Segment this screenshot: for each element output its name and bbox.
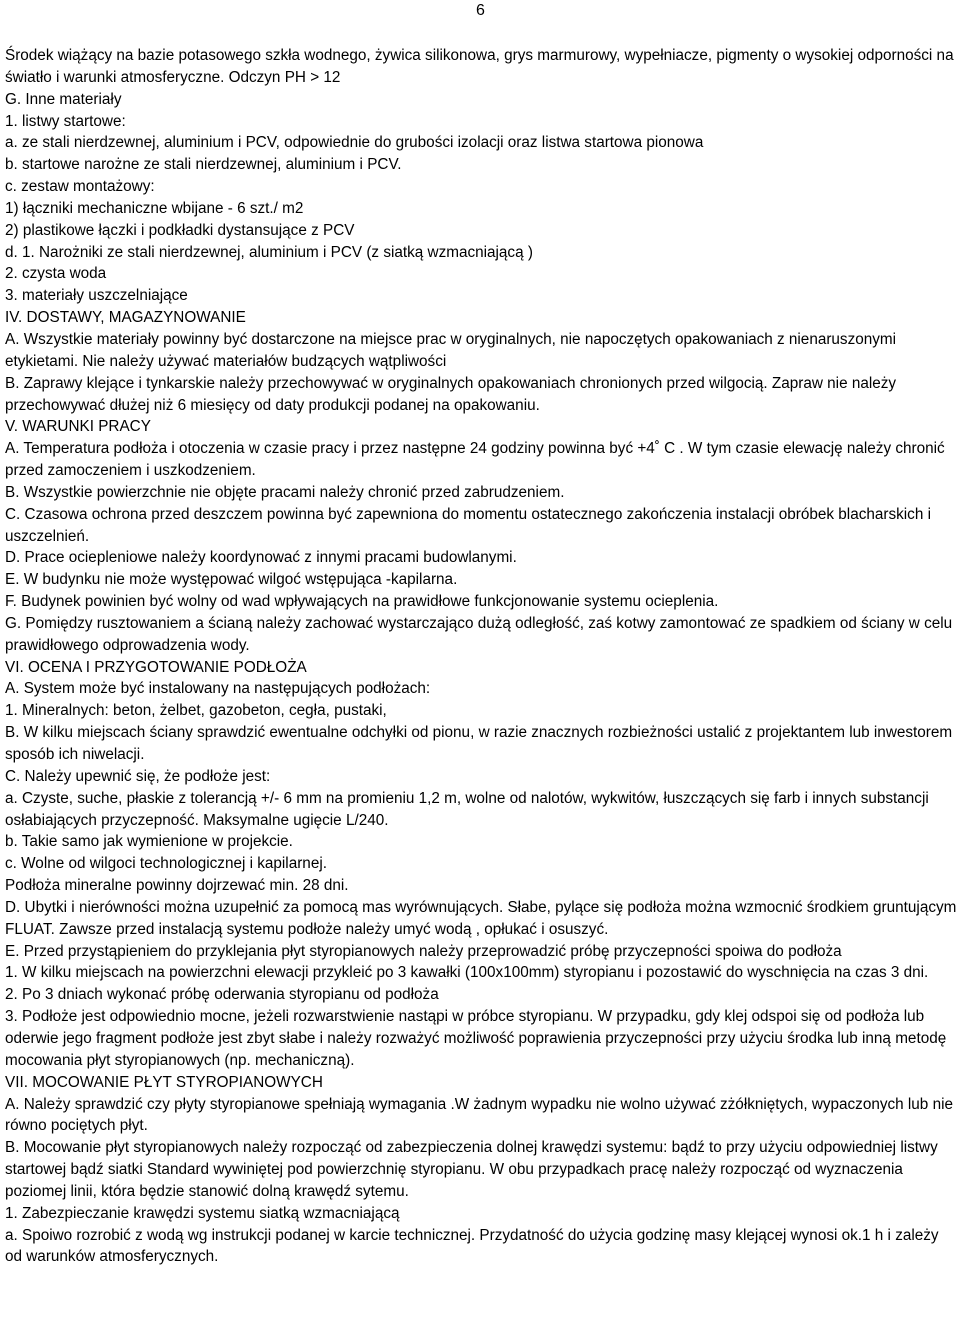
paragraph: 1. Zabezpieczanie krawędzi systemu siatką wzmacniającą xyxy=(5,1204,400,1222)
section-heading: VI. OCENA I PRZYGOTOWANIE PODŁOŻA xyxy=(5,658,307,676)
paragraph: A. Wszystkie materiały powinny być dostarczone na miejsce prac w oryginalnych, nie napoczętych opakowaniach z nienaruszonymi etykietami. Nie należy używać materiałów budzących wątpliwości xyxy=(5,330,897,370)
section-heading: VII. MOCOWANIE PŁYT STYROPIANOWYCH xyxy=(5,1073,323,1091)
paragraph: c. Wolne od wilgoci technologicznej i kapilarnej. xyxy=(5,855,327,873)
paragraph: C. Należy upewnić się, że podłoże jest: xyxy=(5,767,271,785)
document-body xyxy=(5,45,957,1268)
paragraph: Środek wiążący na bazie potasowego szkła wodnego, żywica silikonowa, grys marmurowy, wypełniacze, pigmenty o wysokiej odporności na światło i warunki atmosferyczne. Odczyn PH > 12 xyxy=(5,47,954,86)
paragraph: 3. Podłoże jest odpowiednio mocne, jeżeli rozwarstwienie nastąpi w próbce styropianu. W przypadku, gdy klej odspoi się od podłoża lub oderwie jego fragment podłoże jest zbyt słabe i należy rozważyć możliwość poprawienia przyczepności przy użyciu środka lub inną metodę mocowania płyt styropianowych (np. mechaniczną). xyxy=(5,1008,947,1069)
paragraph: 2. Po 3 dniach wykonać próbę oderwania styropianu od podłoża xyxy=(5,986,439,1004)
paragraph: D. Prace ociepleniowe należy koordynować z innymi pracami budowlanymi. xyxy=(5,549,517,567)
paragraph: a. Spoiwo rozrobić z wodą wg instrukcji podanej w karcie technicznej. Przydatność do użycia godzinę masy klejącej wynosi ok.1 h i zależy od warunków atmosferycznych. xyxy=(5,1226,939,1266)
paragraph: B. W kilku miejscach ściany sprawdzić ewentualne odchyłki od pionu, w razie znacznych rozbieżności ustalić z projektantem lub inwestorem sposób ich niwelacji. xyxy=(5,724,953,763)
paragraph: G. Pomiędzy rusztowaniem a ścianą należy zachować wystarczająco dużą odległość, zaś kotwy zamontować ze spadkiem od ściany w celu prawidłowego odprowadzenia wody. xyxy=(5,614,953,654)
paragraph: E. Przed przystąpieniem do przyklejania płyt styropianowych należy przeprowadzić próbę przyczepności spoiwa do podłoża xyxy=(5,942,842,960)
paragraph: B. Zaprawy klejące i tynkarskie należy przechowywać w oryginalnych opakowaniach chronionych przed wilgocią. Zapraw nie należy przechowywać dłużej niż 6 miesięcy od daty produkcji podanej na opakowaniu. xyxy=(5,374,897,414)
paragraph: B. Mocowanie płyt styropianowych należy rozpocząć od zabezpieczenia dolnej krawędzi systemu: bądź to przy użyciu odpowiedniej listwy startowej bądź siatki Standard wywiniętej pod powierzchnię styropianu. W obu przypadkach pracę należy rozpocząć od wyznaczenia poziomej linii, która będzie stanowić dolną krawędź sytemu. xyxy=(5,1139,938,1200)
paragraph: D. Ubytki i nierówności można uzupełnić za pomocą mas wyrównujących. Słabe, pylące się podłoża można wzmocnić środkiem gruntującym FLUAT. Zawsze przed instalacją systemu podłoże należy umyć wodą , opłukać i osuszyć. xyxy=(5,898,957,938)
paragraph: A. Należy sprawdzić czy płyty styropianowe spełniają wymagania .W żadnym wypadku nie wolno używać zżółkniętych, wypaczonych lub nie równo pociętych płyt. xyxy=(5,1095,953,1135)
paragraph: C. Czasowa ochrona przed deszczem powinna być zapewniona do momentu ostatecznego zakończenia instalacji obróbek blacharskich i uszczelnień. xyxy=(5,505,931,545)
paragraph: A. Temperatura podłoża i otoczenia w czasie pracy i przez następne 24 godziny powinna być +4˚ C . W tym czasie elewację należy chronić przed zamoczeniem i uszkodzeniem. xyxy=(5,440,945,480)
paragraph: a. Czyste, suche, płaskie z tolerancją +/- 6 mm na promieniu 1,2 m, wolne od nalotów, wykwitów, łuszczących się farb i innych substancji osłabiających przyczepność. Maksymalne ugięcie L/240. xyxy=(5,789,929,829)
section-heading: V. WARUNKI PRACY xyxy=(5,418,151,436)
paragraph: 1. Mineralnych: beton, żelbet, gazobeton, cegła, pustaki, xyxy=(5,702,387,720)
paragraph: F. Budynek powinien być wolny od wad wpływających na prawidłowe funkcjonowanie systemu ocieplenia. xyxy=(5,593,719,611)
paragraph: b. Takie samo jak wymienione w projekcie. xyxy=(5,833,293,851)
paragraph: b. startowe narożne ze stali nierdzewnej, aluminium i PCV. xyxy=(5,156,402,174)
paragraph: d. 1. Narożniki ze stali nierdzewnej, aluminium i PCV (z siatką wzmacniającą ) xyxy=(5,243,533,261)
paragraph: 1. listwy startowe: xyxy=(5,112,126,130)
page-number: 6 xyxy=(476,2,485,19)
paragraph: a. ze stali nierdzewnej, aluminium i PCV, odpowiednie do grubości izolacji oraz listwa startowa pionowa xyxy=(5,134,704,152)
paragraph: A. System może być instalowany na następujących podłożach: xyxy=(5,680,431,698)
paragraph: 2) plastikowe łączki i podkładki dystansujące z PCV xyxy=(5,221,355,239)
paragraph: 1) łączniki mechaniczne wbijane - 6 szt./ m2 xyxy=(5,199,304,217)
paragraph: 2. czysta woda xyxy=(5,265,107,283)
paragraph: 3. materiały uszczelniające xyxy=(5,287,188,305)
paragraph: 1. W kilku miejscach na powierzchni elewacji przykleić po 3 kawałki (100x100mm) styropianu i pozostawić do wyschnięcia na czas 3 dni. xyxy=(5,964,929,982)
paragraph: Podłoża mineralne powinny dojrzewać min. 28 dni. xyxy=(5,877,349,895)
paragraph: E. W budynku nie może występować wilgoć wstępująca -kapilarna. xyxy=(5,571,458,589)
paragraph: B. Wszystkie powierzchnie nie objęte pracami należy chronić przed zabrudzeniem. xyxy=(5,483,565,501)
section-heading: IV. DOSTAWY, MAGAZYNOWANIE xyxy=(5,309,246,327)
paragraph: G. Inne materiały xyxy=(5,90,122,108)
paragraph: c. zestaw montażowy: xyxy=(5,178,155,196)
